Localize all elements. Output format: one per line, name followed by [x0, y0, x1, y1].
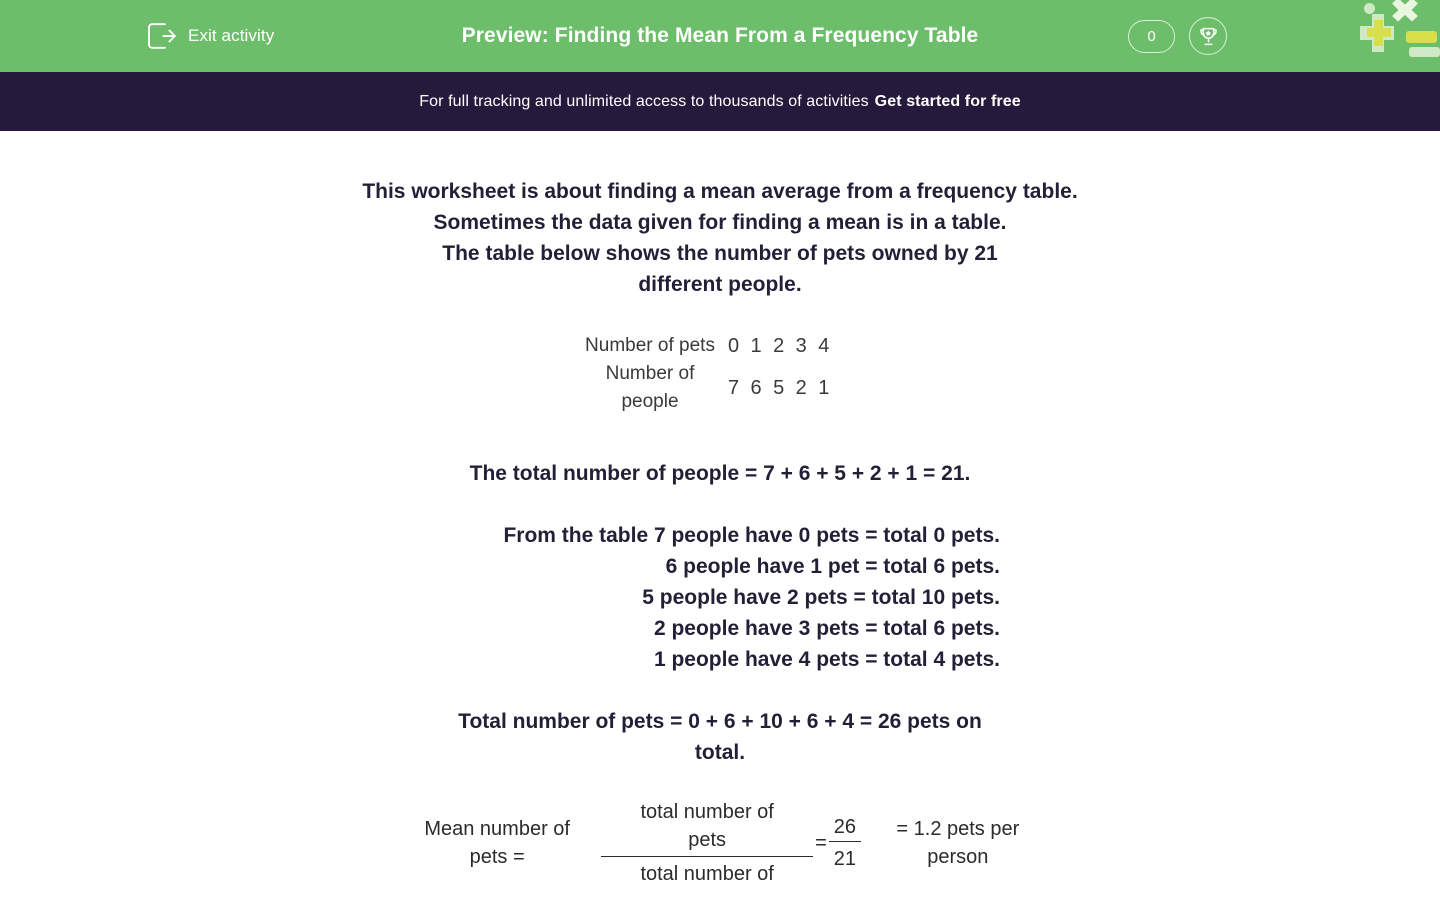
exit-activity-button[interactable]: [146, 0, 274, 72]
confetti-bar-light-icon: [1409, 47, 1440, 57]
fraction-denominator: total number of: [640, 863, 774, 885]
mean-label-line: Mean number of: [424, 818, 570, 840]
activity-title-text: Preview: Finding the Mean From a Frequency Table: [461, 24, 979, 47]
intro-line: different people.: [638, 273, 802, 296]
derivation-line: 1 people have 4 pets = total 4 pets.: [653, 648, 1000, 671]
derivation-line: From the table 7 people have 0 pets = total 0 pets.: [503, 524, 1000, 547]
derivation-line: 6 people have 1 pet = total 6 pets.: [665, 555, 1000, 578]
intro-line: Sometimes the data given for finding a mean is in a table.: [433, 211, 1007, 234]
derivation-line: 2 people have 3 pets = total 6 pets.: [653, 617, 1000, 640]
cell-value: 3: [795, 334, 807, 357]
row-values: [725, 360, 865, 416]
total-people-statement: The total number of people = 7 + 6 + 5 + 2 + 1 = 21.: [469, 462, 971, 485]
mean-result-line: person: [927, 846, 989, 868]
mean-label-line: pets =: [469, 846, 525, 868]
mean-fraction-numeric: [829, 813, 861, 873]
worksheet-canvas: [0, 131, 1440, 900]
table-row: [575, 332, 865, 360]
confetti-dot-icon: [1364, 3, 1375, 14]
trophy-icon: [1198, 26, 1219, 47]
cell-value: 6: [750, 376, 762, 399]
cell-value: 0: [727, 334, 740, 357]
mean-formula: [330, 798, 1110, 888]
intro-line: The table below shows the number of pets owned by 21: [442, 242, 998, 265]
mean-fraction-words: [601, 798, 813, 888]
cell-value: 5: [773, 376, 785, 399]
score-badge[interactable]: [1128, 20, 1175, 53]
cell-value: 7: [727, 376, 740, 399]
derivation-list: [440, 520, 1000, 675]
awards-button[interactable]: [1189, 17, 1227, 55]
score-value: 0: [1147, 27, 1156, 45]
numerator-line: total number of: [640, 801, 774, 823]
cell-value: 1: [818, 376, 830, 399]
equals-sign: =: [815, 831, 827, 854]
row-label: Number of people: [605, 363, 695, 412]
numerator-line: pets: [688, 829, 727, 851]
cell-value: 4: [818, 334, 830, 357]
table-row: [575, 360, 865, 416]
mean-formula-label: [407, 815, 587, 871]
cell-value: 2: [795, 376, 807, 399]
mean-result-line: = 1.2 pets per: [896, 818, 1020, 840]
promo-banner: [0, 72, 1440, 131]
app-header: [0, 0, 1440, 72]
fraction-numerator: [640, 798, 773, 856]
decorative-confetti: [1348, 0, 1440, 60]
mean-result: [883, 815, 1033, 871]
confetti-cross-yellow-icon: [1367, 28, 1391, 37]
get-started-link[interactable]: Get started for free: [874, 92, 1021, 110]
confetti-bar-yellow-icon: [1406, 31, 1437, 43]
row-label: Number of pets: [585, 335, 715, 356]
worksheet-content: [330, 131, 1110, 888]
total-pets-statement: [330, 706, 1110, 768]
worksheet-intro: [330, 176, 1110, 300]
derivation-line: 5 people have 2 pets = total 10 pets.: [642, 586, 1000, 609]
fraction-denominator-value: 21: [833, 848, 856, 870]
fraction-numerator-value: 26: [833, 816, 856, 838]
header-actions: [1128, 0, 1227, 72]
exit-door-arrow-icon: [146, 22, 176, 50]
total-pets-line: Total number of pets = 0 + 6 + 10 + 6 + 4 = 26 pets on: [458, 710, 982, 733]
promo-text: For full tracking and unlimited access to thousands of activities: [419, 92, 869, 110]
row-values: [725, 332, 865, 360]
cell-value: 1: [750, 334, 762, 357]
total-pets-line: total.: [694, 741, 746, 764]
exit-activity-label: Exit activity: [188, 26, 275, 45]
confetti-star-icon: [1390, 0, 1420, 26]
intro-line: This worksheet is about finding a mean average from a frequency table.: [362, 180, 1078, 203]
frequency-table: [575, 332, 865, 416]
cell-value: 2: [773, 334, 785, 357]
